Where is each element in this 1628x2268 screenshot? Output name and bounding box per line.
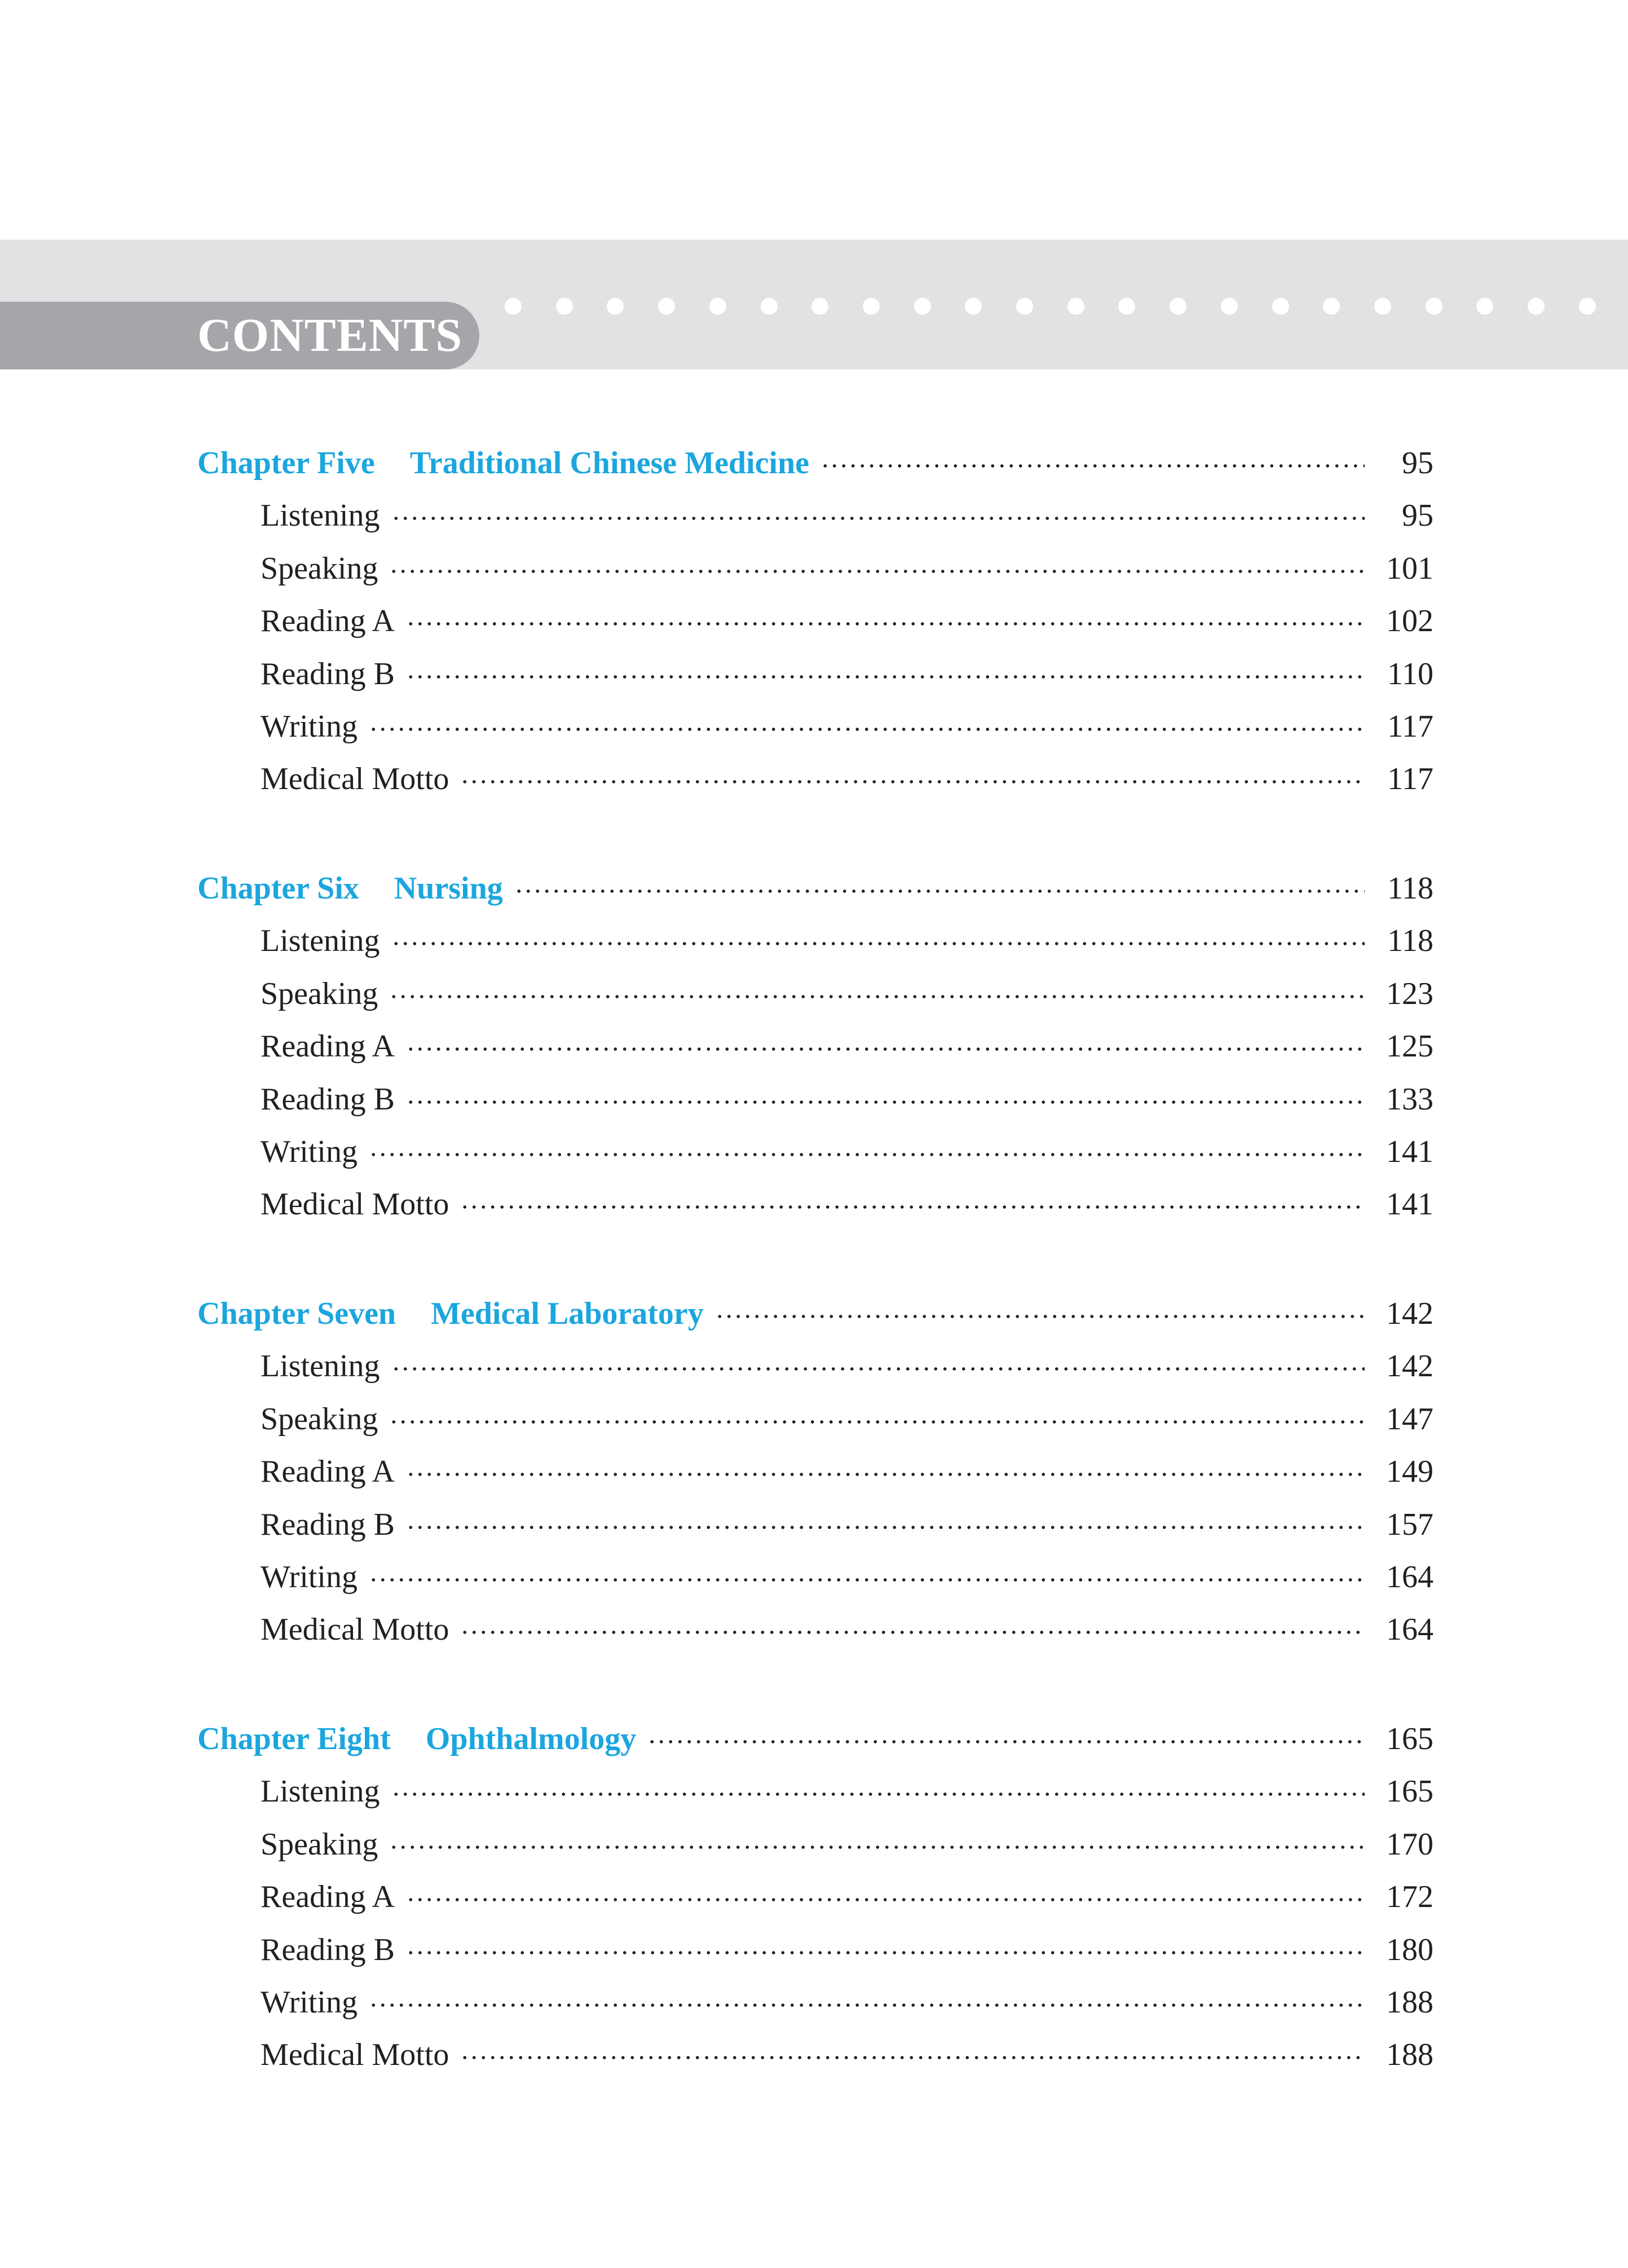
page-number: 165 [1386,1721,1433,1756]
section-row[interactable] [261,1024,1433,1069]
section-row[interactable] [261,1129,1433,1174]
section-row[interactable] [261,704,1433,749]
chapter-heading-row[interactable] [197,866,1433,911]
header-dot-ornament [505,298,1610,315]
chapter-title: Medical Laboratory [431,1296,704,1331]
section-row[interactable] [261,1822,1433,1867]
page-number: 170 [1386,1826,1433,1862]
page-number: 142 [1386,1296,1433,1331]
chapter-title: Traditional Chinese Medicine [409,446,809,481]
section-title: Reading B [261,1507,395,1542]
section-title: Speaking [261,1401,378,1437]
section-title: Listening [261,923,380,959]
section-row[interactable] [261,651,1433,697]
header-dot [811,298,828,315]
page-number: 157 [1386,1507,1433,1542]
chapter-heading [197,1296,704,1332]
header-dot [505,298,522,315]
section-title: Listening [261,1774,380,1809]
page-number: 123 [1386,976,1433,1011]
section-title: Reading B [261,656,395,692]
section-row[interactable] [261,1769,1433,1814]
dot-leader [406,1472,1365,1477]
section-title: Reading A [261,604,395,639]
section-row[interactable] [261,546,1433,591]
dot-leader [369,2003,1365,2007]
header-dot [607,298,624,315]
chapter-heading-row[interactable] [197,1716,1433,1761]
page-number: 133 [1386,1081,1433,1117]
chapter-heading-row[interactable] [197,1291,1433,1336]
dot-leader [369,1152,1365,1157]
section-title: Writing [261,1560,358,1595]
section-row[interactable] [261,1980,1433,2025]
chapter-heading [197,1721,636,1757]
header-dot [1118,298,1135,315]
page-number: 117 [1387,709,1433,744]
dot-leader [514,889,1365,893]
section-row[interactable] [261,756,1433,801]
page-number: 164 [1386,1560,1433,1595]
header-dot [1528,298,1545,315]
dot-leader [391,941,1365,946]
header-dot [1221,298,1238,315]
page-number: 125 [1386,1029,1433,1064]
dot-leader [389,994,1365,999]
section-title: Reading B [261,1081,395,1117]
chapter-title: Ophthalmology [425,1721,637,1756]
page-number: 101 [1386,551,1433,586]
page-number: 95 [1402,446,1433,481]
section-row[interactable] [261,1077,1433,1122]
chapter-heading [197,445,809,481]
section-row[interactable] [261,1502,1433,1547]
header-dot [658,298,675,315]
dot-leader [389,569,1365,574]
page-number: 164 [1386,1612,1433,1648]
page-number: 165 [1386,1774,1433,1809]
header-dot [965,298,982,315]
dot-leader [391,1792,1365,1796]
section-title: Writing [261,1134,358,1169]
section-title: Reading B [261,1932,395,1967]
section-title: Medical Motto [261,1612,449,1648]
dot-leader [460,2055,1365,2060]
section-row[interactable] [261,1344,1433,1389]
chapter-number: Chapter Six [197,871,359,906]
section-row[interactable] [261,971,1433,1016]
page-number: 95 [1402,498,1433,534]
header-dot [1426,298,1442,315]
page-number: 117 [1387,761,1433,797]
chapter-number: Chapter Five [197,446,375,481]
section-row[interactable] [261,1554,1433,1600]
header-dot [556,298,573,315]
page-number: 188 [1386,1985,1433,2020]
page-number: 180 [1386,1932,1433,1967]
section-row[interactable] [261,493,1433,538]
page-title: CONTENTS [197,309,463,362]
dot-leader [460,1205,1365,1209]
dot-leader [389,1420,1365,1424]
dot-leader [391,516,1365,521]
page-number: 141 [1386,1134,1433,1169]
header-dot [1170,298,1186,315]
chapter-number: Chapter Eight [197,1721,391,1756]
section-row[interactable] [261,1397,1433,1442]
page-number: 172 [1386,1879,1433,1915]
header-dot [1579,298,1596,315]
page-number: 147 [1386,1401,1433,1437]
section-title: Medical Motto [261,761,449,797]
dot-leader [715,1314,1365,1319]
dot-leader [406,1525,1365,1530]
section-title: Reading A [261,1454,395,1490]
section-row[interactable] [261,1607,1433,1652]
section-title: Reading A [261,1029,395,1064]
section-title: Writing [261,709,358,744]
section-row[interactable] [261,918,1433,963]
dot-leader [406,1047,1365,1051]
header-dot [1016,298,1033,315]
dot-leader [460,780,1365,784]
dot-leader [460,1630,1365,1635]
page-number: 149 [1386,1454,1433,1490]
page-number: 118 [1387,923,1433,959]
section-row[interactable] [261,598,1433,644]
header-dot [863,298,880,315]
chapter-heading-row[interactable] [197,441,1433,486]
header-dot [914,298,931,315]
page-number: 110 [1387,656,1433,692]
dot-leader [406,622,1365,626]
dot-leader [820,464,1365,468]
dot-leader [389,1845,1365,1849]
section-title: Medical Motto [261,2037,449,2073]
chapter-title: Nursing [394,871,503,906]
dot-leader [369,1578,1365,1582]
header-dot [761,298,778,315]
page-number: 141 [1386,1187,1433,1222]
dot-leader [406,1950,1365,1955]
section-title: Writing [261,1985,358,2020]
page-number: 188 [1386,2037,1433,2073]
section-row[interactable] [261,1874,1433,1919]
chapter-heading [197,870,503,906]
section-row[interactable] [261,1927,1433,1972]
dot-leader [647,1739,1365,1744]
section-title: Listening [261,1349,380,1384]
section-title: Listening [261,498,380,534]
header-dot [1476,298,1493,315]
header-dot [1067,298,1084,315]
section-title: Speaking [261,1826,378,1862]
dot-leader [406,1100,1365,1104]
page-number: 142 [1386,1349,1433,1384]
section-title: Reading A [261,1879,395,1915]
chapter-number: Chapter Seven [197,1296,396,1331]
section-title: Speaking [261,976,378,1011]
header-dot [1323,298,1340,315]
dot-leader [406,1897,1365,1902]
dot-leader [406,675,1365,679]
section-title: Speaking [261,551,378,586]
section-row[interactable] [261,2032,1433,2077]
header-dot [1272,298,1289,315]
dot-leader [369,727,1365,732]
header-dot [709,298,726,315]
section-row[interactable] [261,1182,1433,1227]
header-dot [1374,298,1391,315]
section-title: Medical Motto [261,1187,449,1222]
page-number: 118 [1387,871,1433,906]
dot-leader [391,1367,1365,1371]
section-row[interactable] [261,1449,1433,1494]
page-number: 102 [1386,604,1433,639]
